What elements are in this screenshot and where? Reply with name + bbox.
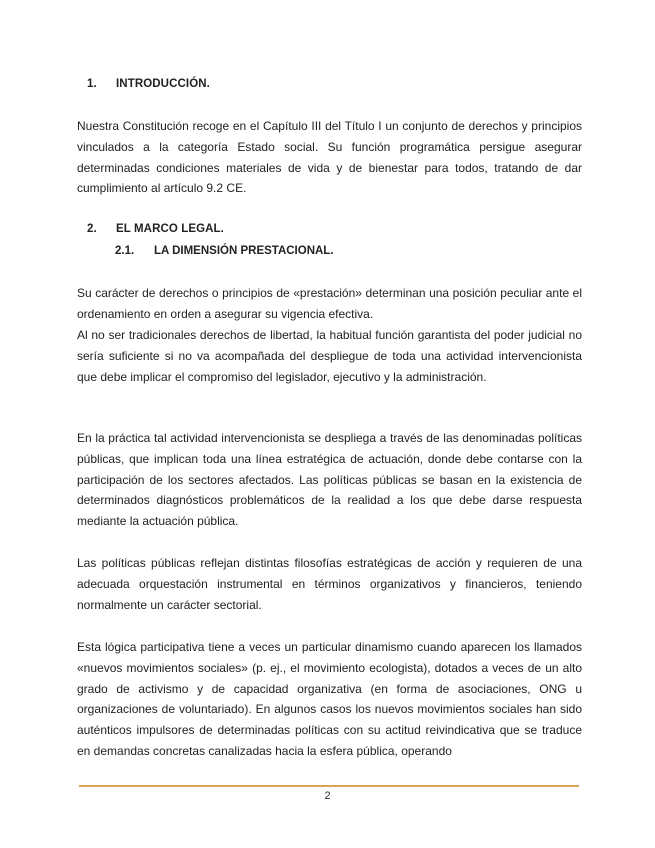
section-2-heading — [87, 223, 224, 235]
subsection-2-1-heading — [115, 245, 334, 257]
subsection-2-1-number: 2.1. — [115, 245, 135, 257]
section-2-number: 2. — [87, 223, 97, 235]
subsection-2-1-title: LA DIMENSIÓN PRESTACIONAL. — [154, 245, 334, 257]
section-1-heading — [87, 78, 210, 90]
section-1-title: INTRODUCCIÓN. — [116, 78, 210, 90]
footer-rule — [79, 785, 579, 787]
section-2-title: EL MARCO LEGAL. — [116, 223, 224, 235]
paragraph-filosofias: Las políticas públicas reflejan distintas filosofías estratégicas de acción y requieren de una adecuada orquestación instrumental en términos organizativos y financieros, teniendo normalmente un carácter sectorial. — [77, 556, 582, 612]
page-number: 2 — [324, 790, 331, 802]
paragraph-libertad: Al no ser tradicionales derechos de libertad, la habitual función garantista del poder judicial no sería suficiente si no va acompañada del despliegue de toda una actividad intervencionista que debe implicar el compromiso del legislador, ejecutivo y la administración. — [77, 328, 582, 384]
section-1-paragraph: Nuestra Constitución recoge en el Capítulo III del Título I un conjunto de derechos y principios vinculados a la categoría Estado social. Su función programática persigue asegurar determinadas condiciones materiales de vida y de bienestar para todos, tratando de dar cumplimiento al artículo 9.2 CE. — [77, 119, 582, 196]
paragraph-prestacion: Su carácter de derechos o principios de «prestación» determinan una posición peculiar ante el ordenamiento en orden a asegurar su vigencia efectiva. — [77, 286, 582, 321]
paragraph-movimientos-sociales: Esta lógica participativa tiene a veces un particular dinamismo cuando aparecen los llamados «nuevos movimientos sociales» (p. ej., el movimiento ecologista), dotados a veces de un alto grado de activismo y de capacidad organizativa (en forma de asociaciones, ONG u organizaciones de voluntariado). En algunos casos los nuevos movimientos sociales han sido auténticos impulsores de determinadas políticas con su actitud reivindicativa que se traduce en demandas concretas canalizadas hacia la esfera pública, operando — [77, 640, 582, 758]
paragraph-politicas-publicas: En la práctica tal actividad intervencionista se despliega a través de las denominadas políticas públicas, que implican toda una línea estratégica de actuación, donde debe contarse con la participación de los sectores afectados. Las políticas públicas se basan en la existencia de determinados diagnósticos problemáticos de la realidad a los que debe darse respuesta mediante la actuación pública. — [77, 431, 582, 529]
section-1-number: 1. — [87, 78, 97, 90]
